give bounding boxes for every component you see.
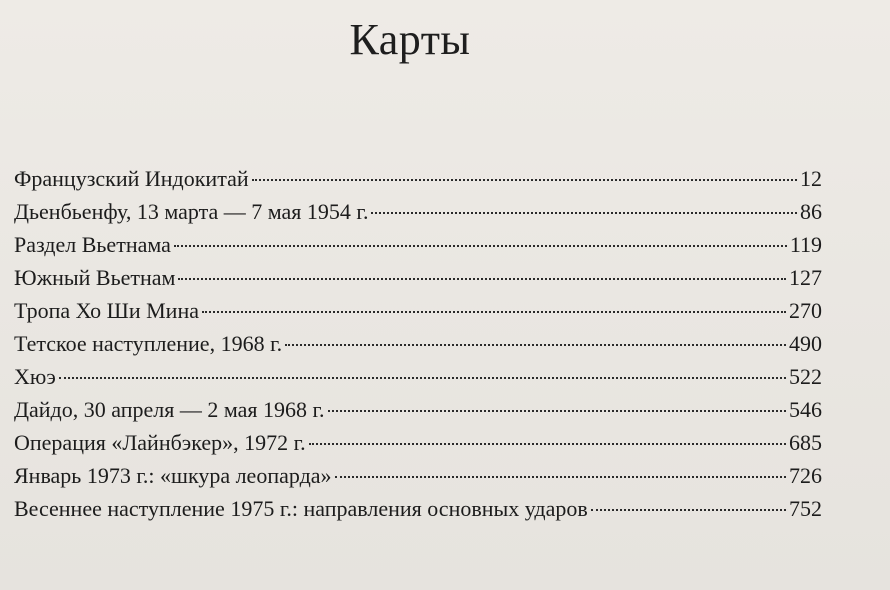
toc-entry-page: 546 <box>789 397 822 422</box>
toc-entry-page: 12 <box>800 166 822 191</box>
dot-leader <box>335 476 786 478</box>
dot-leader <box>285 344 786 346</box>
toc-entry-page: 270 <box>789 298 822 323</box>
toc-entry <box>14 162 822 195</box>
toc-entry-page: 86 <box>800 199 822 224</box>
toc-entry-page: 127 <box>789 265 822 290</box>
toc-entry-label: Французский Индокитай <box>14 166 249 191</box>
toc-entry-page: 685 <box>789 430 822 455</box>
dot-leader <box>591 509 786 511</box>
toc-entry <box>14 261 822 294</box>
toc-entry <box>14 195 822 228</box>
toc-entry-label: Южный Вьетнам <box>14 265 176 290</box>
dot-leader <box>371 212 797 214</box>
dot-leader <box>328 410 786 412</box>
dot-leader <box>59 377 786 379</box>
dot-leader <box>252 179 797 181</box>
toc-entry-label: Январь 1973 г.: «шкура леопарда» <box>14 463 332 488</box>
toc-entry-label: Весеннее наступление 1975 г.: направления основных ударов <box>14 496 588 521</box>
toc-entry <box>14 393 822 426</box>
page-title: Карты <box>349 15 471 64</box>
toc-entry-label: Дьенбьенфу, 13 марта — 7 мая 1954 г. <box>14 199 369 224</box>
toc-entry-label: Тетское наступление, 1968 г. <box>14 331 283 356</box>
toc-entry <box>14 228 822 261</box>
toc-entry-label: Дайдо, 30 апреля — 2 мая 1968 г. <box>14 397 325 422</box>
table-of-contents <box>14 162 822 525</box>
toc-entry-page: 119 <box>789 232 822 257</box>
toc-entry-page: 490 <box>789 331 822 356</box>
dot-leader <box>174 245 787 247</box>
toc-entry <box>14 426 822 459</box>
toc-entry-page: 726 <box>789 463 822 488</box>
dot-leader <box>178 278 786 280</box>
toc-entry-label: Раздел Вьетнама <box>14 232 171 257</box>
toc-entry <box>14 294 822 327</box>
toc-entry-label: Операция «Лайнбэкер», 1972 г. <box>14 430 306 455</box>
dot-leader <box>202 311 786 313</box>
toc-entry <box>14 459 822 492</box>
dot-leader <box>309 443 786 445</box>
toc-entry <box>14 492 822 525</box>
toc-entry-label: Тропа Хо Ши Мина <box>14 298 199 323</box>
toc-entry-page: 752 <box>789 496 822 521</box>
toc-entry-page: 522 <box>789 364 822 389</box>
toc-entry-label: Хюэ <box>14 364 56 389</box>
toc-entry <box>14 327 822 360</box>
toc-entry <box>14 360 822 393</box>
